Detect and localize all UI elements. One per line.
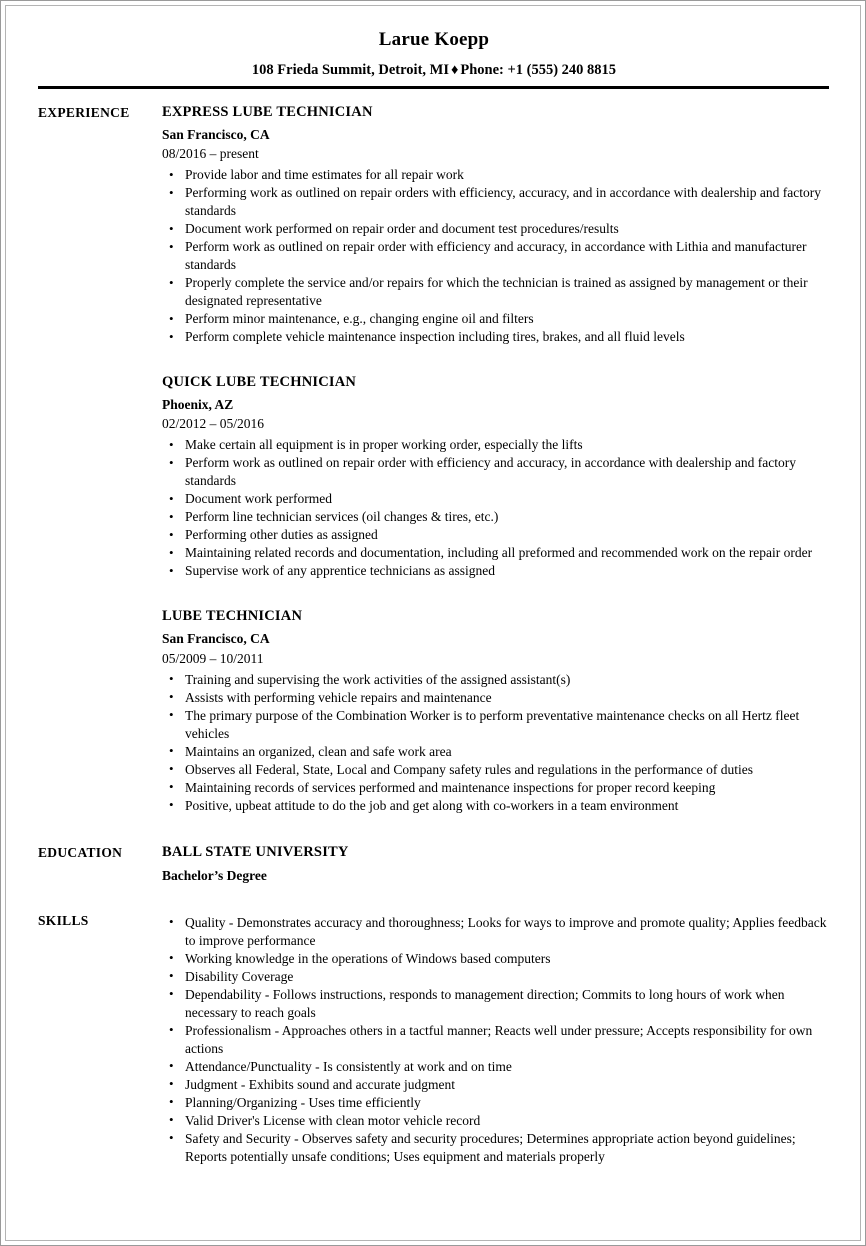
- section-label-skills: SKILLS: [38, 912, 89, 928]
- job-title: LUBE TECHNICIAN: [162, 608, 303, 625]
- job-bullet: • Maintaining records of services performed and maintenance inspections for proper record keeping: [162, 779, 830, 797]
- experience-entry: [162, 373, 830, 580]
- candidate-name: Larue Koepp: [378, 29, 490, 50]
- skills-bullet-list: [162, 914, 830, 1166]
- job-bullet: • Maintains an organized, clean and safe work area: [162, 743, 830, 761]
- job-bullet: • Positive, upbeat attitude to do the job and get along with co-workers in a team environment: [162, 797, 830, 815]
- job-bullet-list: [162, 671, 830, 815]
- job-bullet: • Properly complete the service and/or repairs for which the technician is trained as assigned by management or their designated representative: [162, 274, 830, 310]
- contact-phone: Phone: +1 (555) 240 8815: [460, 61, 617, 78]
- skill-bullet: • Safety and Security - Observes safety and security procedures; Determines appropriate action beyond guidelines; Reports potentially unsafe conditions; Uses equipment and materials properly: [162, 1130, 830, 1166]
- section-label-education: EDUCATION: [38, 844, 123, 860]
- job-bullet: • Maintaining related records and documentation, including all preformed and recommended work on the repair order: [162, 544, 830, 562]
- skill-bullet: • Working knowledge in the operations of Windows based computers: [162, 950, 830, 968]
- job-bullet: • Perform complete vehicle maintenance inspection including tires, brakes, and all fluid levels: [162, 328, 830, 346]
- job-bullet: • Document work performed on repair order and document test procedures/results: [162, 220, 830, 238]
- job-bullet: • Make certain all equipment is in proper working order, especially the lifts: [162, 436, 830, 454]
- experience-entry: [162, 103, 830, 346]
- skill-bullet: • Valid Driver's License with clean motor vehicle record: [162, 1112, 830, 1130]
- education-section: [38, 843, 830, 885]
- resume-header: [38, 28, 830, 89]
- skill-bullet: • Disability Coverage: [162, 968, 830, 986]
- skill-bullet: • Professionalism - Approaches others in a tactful manner; Reacts well under pressure; Accepts responsibility for own actions: [162, 1022, 830, 1058]
- diamond-separator-icon: ♦: [450, 61, 459, 78]
- job-dates: 08/2016 – present: [162, 145, 259, 161]
- skills-section: [38, 911, 830, 1166]
- experience-section: [38, 103, 830, 815]
- job-title: EXPRESS LUBE TECHNICIAN: [162, 103, 373, 120]
- job-dates: 05/2009 – 10/2011: [162, 650, 264, 666]
- job-location: San Francisco, CA: [162, 631, 270, 647]
- education-degree: Bachelor’s Degree: [162, 867, 267, 883]
- contact-address: 108 Frieda Summit, Detroit, MI: [251, 61, 449, 78]
- job-title: QUICK LUBE TECHNICIAN: [162, 374, 357, 391]
- skill-bullet: • Quality - Demonstrates accuracy and thoroughness; Looks for ways to improve and promote quality; Applies feedback to improve performance: [162, 914, 830, 950]
- job-dates: 02/2012 – 05/2016: [162, 416, 265, 432]
- job-bullet: • The primary purpose of the Combination Worker is to perform preventative maintenance checks on all Hertz fleet vehicles: [162, 707, 830, 743]
- resume-content: [38, 22, 830, 1166]
- experience-body: [162, 103, 830, 815]
- skill-bullet: • Judgment - Exhibits sound and accurate judgment: [162, 1076, 830, 1094]
- job-bullet-list: [162, 166, 830, 346]
- education-body: [162, 843, 830, 885]
- experience-entry: [162, 607, 830, 814]
- job-bullet: • Observes all Federal, State, Local and Company safety rules and regulations in the performance of duties: [162, 761, 830, 779]
- job-bullet: • Document work performed: [162, 490, 830, 508]
- job-location: San Francisco, CA: [162, 126, 270, 142]
- job-bullet: • Perform line technician services (oil changes & tires, etc.): [162, 508, 830, 526]
- job-bullet: • Performing other duties as assigned: [162, 526, 830, 544]
- skill-bullet: • Dependability - Follows instructions, responds to management direction; Commits to long hours of work when necessary to reach goals: [162, 986, 830, 1022]
- job-bullet: • Supervise work of any apprentice technicians as assigned: [162, 562, 830, 580]
- skills-body: [162, 911, 830, 1166]
- education-school: BALL STATE UNIVERSITY: [162, 843, 349, 860]
- job-bullet: • Assists with performing vehicle repairs and maintenance: [162, 689, 830, 707]
- job-location: Phoenix, AZ: [162, 397, 234, 412]
- skill-bullet: • Attendance/Punctuality - Is consistently at work and on time: [162, 1058, 830, 1076]
- job-bullet: • Performing work as outlined on repair orders with efficiency, accuracy, and in accordance with dealership and factory standards: [162, 184, 830, 220]
- job-bullet: • Perform work as outlined on repair order with efficiency and accuracy, in accordance with Lithia and manufacturer standards: [162, 238, 830, 274]
- contact-line: [38, 61, 830, 79]
- job-bullet: • Perform minor maintenance, e.g., changing engine oil and filters: [162, 310, 830, 328]
- header-divider: [38, 86, 829, 89]
- section-label-experience: EXPERIENCE: [38, 104, 130, 120]
- job-bullet-list: [162, 436, 830, 580]
- job-bullet: • Provide labor and time estimates for all repair work: [162, 166, 830, 184]
- skill-bullet: • Planning/Organizing - Uses time efficiently: [162, 1094, 830, 1112]
- job-bullet: • Training and supervising the work activities of the assigned assistant(s): [162, 671, 830, 689]
- page-inner-border: [5, 5, 861, 1241]
- job-bullet: • Perform work as outlined on repair order with efficiency and accuracy, in accordance with dealership and factory standards: [162, 454, 830, 490]
